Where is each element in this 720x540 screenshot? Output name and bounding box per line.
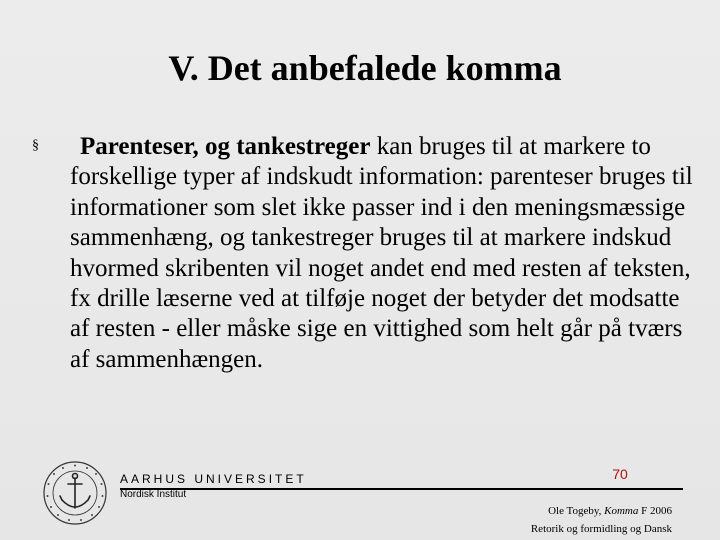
bullet-paragraph	[70, 132, 698, 375]
work-title: Komma	[604, 505, 639, 517]
bullet-marker-icon: §	[32, 138, 39, 153]
department-name: Nordisk Institut	[120, 489, 187, 500]
university-seal-icon	[42, 460, 108, 526]
author-line	[531, 502, 672, 520]
term: F 2006	[638, 505, 672, 517]
footer-divider	[120, 488, 683, 490]
bullet-lead: Parenteser, og tankestreger	[80, 133, 371, 160]
university-name: AARHUS UNIVERSITET	[120, 472, 307, 486]
footer-credit	[531, 502, 672, 538]
bullet-body: kan bruges til at markere to forskellige typer af indskudt information: parenteser bruges til informationer som slet ikke passer ind i den meningsmæssige sammenhæng, og tankestreger bruges til at markere indskud hvormed skribenten vil noget andet end med resten af teksten, fx drille læserne ved at tilføje noget der betyder det modsatte af resten - eller måske sige en vittighed som helt går på tværs af sammenhængen.	[70, 133, 693, 373]
slide-title: V. Det anbefalede komma	[168, 48, 562, 88]
course-name: Retorik og formidling og Dansk	[530, 523, 672, 535]
author-name: Ole Togeby,	[548, 505, 605, 517]
page-number: 70	[612, 466, 628, 482]
